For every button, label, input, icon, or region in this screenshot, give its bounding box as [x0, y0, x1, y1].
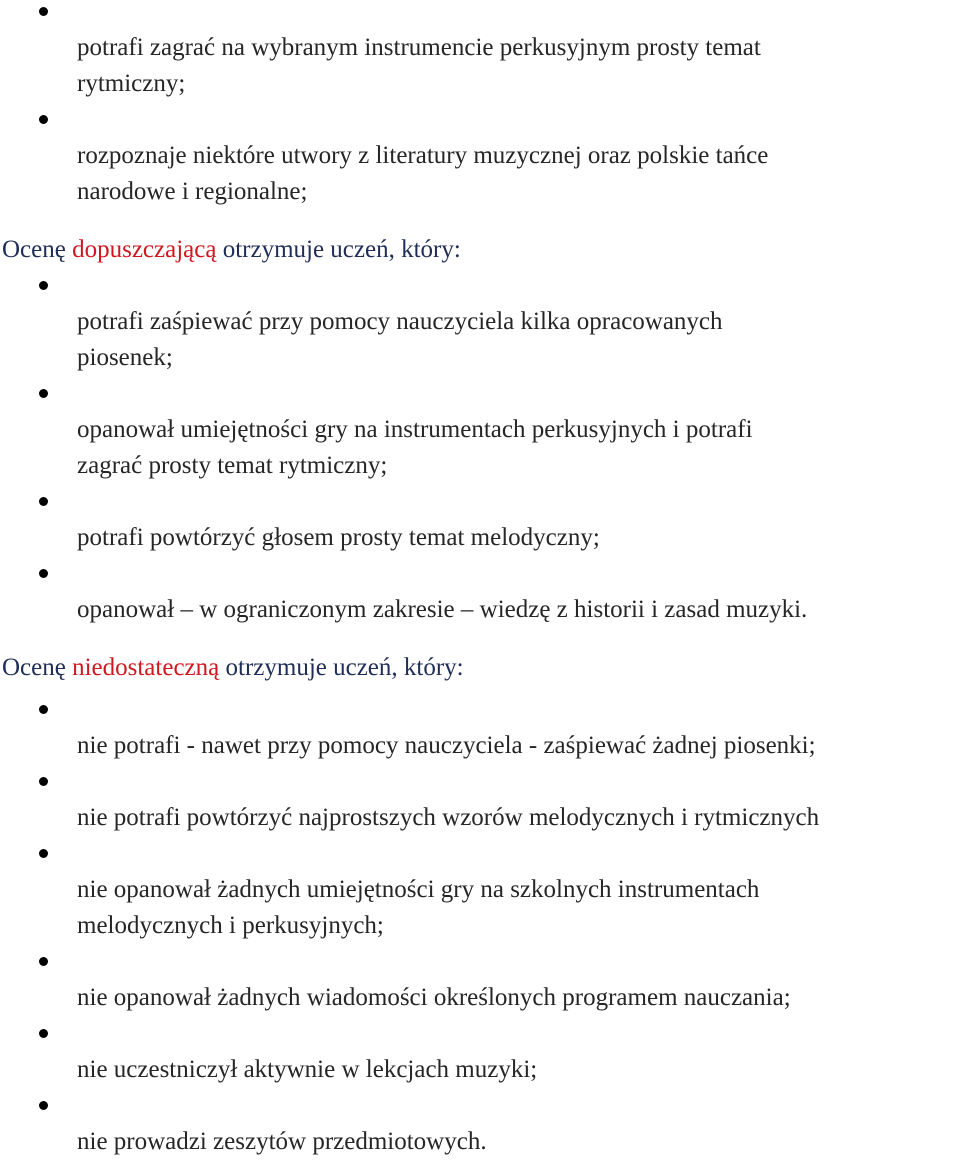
list-item: opanował umiejętności gry na instrumentach perkusyjnych i potrafi zagrać prosty temat rytmiczny;	[0, 376, 960, 484]
grade-name: niedostateczną	[72, 654, 220, 681]
bullet-icon	[39, 1101, 48, 1110]
bullet-icon	[39, 705, 48, 714]
bullet-icon	[39, 1029, 48, 1038]
section-grade-sufficient	[0, 232, 960, 628]
bullet-icon	[39, 115, 48, 124]
bullet-icon	[39, 957, 48, 966]
section-heading: Ocenę dopuszczającą otrzymuje uczeń, który:	[2, 236, 461, 263]
list-item: potrafi powtórzyć głosem prosty temat melodyczny;	[0, 484, 960, 556]
bullet-icon	[39, 497, 48, 506]
grade-name: dopuszczającą	[72, 236, 217, 263]
section-continuation	[0, 0, 960, 210]
list-item: nie potrafi - nawet przy pomocy nauczyciela - zaśpiewać żadnej piosenki;	[0, 692, 960, 764]
list-item: opanował – w ograniczonym zakresie – wiedzę z historii i zasad muzyki.	[0, 556, 960, 628]
section-grade-insufficient	[0, 650, 960, 1160]
list-item: nie potrafi powtórzyć najprostszych wzorów melodycznych i rytmicznych	[0, 764, 960, 836]
bullet-icon	[39, 7, 48, 16]
list-item: potrafi zagrać na wybranym instrumencie perkusyjnym prosty temat rytmiczny;	[0, 0, 960, 102]
list-item: nie opanował żadnych wiadomości określonych programem nauczania;	[0, 944, 960, 1016]
list-item: rozpoznaje niektóre utwory z literatury muzycznej oraz polskie tańce narodowe i regionalne;	[0, 102, 960, 210]
list-item: nie opanował żadnych umiejętności gry na szkolnych instrumentach melodycznych i perkusyjnych;	[0, 836, 960, 944]
bullet-icon	[39, 389, 48, 398]
list-item: potrafi zaśpiewać przy pomocy nauczyciela kilka opracowanych piosenek;	[0, 268, 960, 376]
bullet-icon	[39, 849, 48, 858]
bullet-icon	[39, 777, 48, 786]
list-item: nie uczestniczył aktywnie w lekcjach muzyki;	[0, 1016, 960, 1088]
bullet-icon	[39, 569, 48, 578]
bullet-icon	[39, 281, 48, 290]
section-heading: Ocenę niedostateczną otrzymuje uczeń, który:	[2, 654, 464, 681]
list-item: nie prowadzi zeszytów przedmiotowych.	[0, 1088, 960, 1160]
